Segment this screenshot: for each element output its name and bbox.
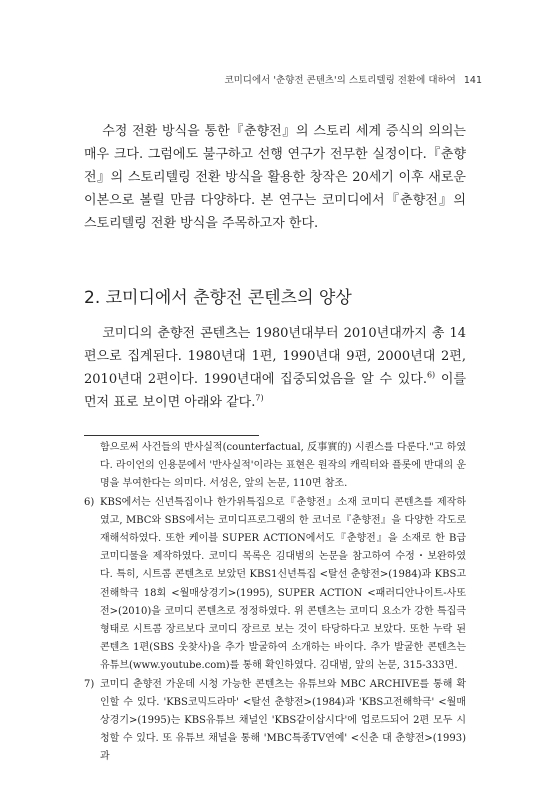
section-paragraph-text: 코미디의 춘향전 콘텐츠는 1980년대부터 2010년대까지 총 14편으로 집계된다. 1980년대 1편, 1990년대 9편, 2000년대 2편, 2010년대 2편이다. 1990년대에 집중되었음을 알 수 있다. — [84, 326, 466, 387]
footnotes — [84, 439, 466, 767]
footnote-ref-6[interactable]: 6) — [426, 370, 436, 380]
section-body — [84, 322, 466, 414]
footnote-7-text: 코미디 춘향전 가운데 시청 가능한 콘텐츠는 유튜브와 MBC ARCHIVE를 통해 확인할 수 있다. 'KBS코믹드라마' <탈선 춘향전>(1984)과 'KBS고전해학극' <월매상경기>(1995)는 KBS유튜브 채널인 'KBS같이삽시다'에 업로드되어 2편 모두 시청할 수 있다. 또 유튜브 채널을 통해 'MBC특종TV연예' <신춘 대 춘향전>(1993)과 — [100, 678, 466, 763]
footnote-divider — [84, 435, 259, 436]
running-title: 코미디에서 '춘향전 콘텐츠'의 스토리텔링 전환에 대하여 — [224, 75, 456, 86]
footnote-7-mark: 7) — [84, 678, 95, 690]
footnote-continuation-text: 함으로써 사건들의 반사실적(counterfactual, 反事實的) 시퀀스를 다룬다."고 하였다. 라이언의 인용문에서 '반사실적'이라는 표현은 원작의 캐릭터와 플롯에 반대의 운명을 부여한다는 의미다. 서성은, 앞의 논문, 110면 참조. — [100, 442, 466, 490]
footnote-6-text: KBS에서는 신년특집이나 한가위특집으로『춘향전』소재 코미디 콘텐츠를 제작하였고, MBC와 SBS에서는 코미디프로그램의 한 코너로『춘향전』을 다양한 각도로 재해석하였다. 또한 케이블 SUPER ACTION에서도『춘향전』을 소재로 한 B급 코미디물을 제작하였다. 코미디 목록은 김대범의 논문을 참고하여 수정・보완하였다. 특히, 시트콤 콘텐츠로 보았던 KBS1신년특집 <탈선 춘향전>(1984)과 KBS고전해학극 18회 <월매상경기>(1995), SUPER ACTION <패러디안나이트-사또전>(2010)을 코미디 콘텐츠로 정정하였다. 위 콘텐츠는 코미디 요소가 강한 특집극 형태로 시트콤 장르보다 코미디 장르로 보는 것이 타당하다고 보았다. 또한 누락 된 콘텐츠 1편(SBS 웃찾사)을 추가 발굴하여 소개하는 바이다. 추가 발굴한 콘텐츠는 유튜브(www.youtube.com)를 통해 확인하였다. 김대범, 앞의 논문, 315-333면. — [100, 496, 466, 672]
footnote-6 — [84, 494, 466, 676]
intro-paragraph: 수정 전환 방식을 통한『춘향전』의 스토리 세계 증식의 의의는 매우 크다. 그럼에도 불구하고 선행 연구가 전무한 실정이다.『춘향전』의 스토리텔링 전환 방식을 활용한 창작은 20세기 이후 새로운 이본으로 볼릴 만큼 다양하다. 본 연구는 코미디에서『춘향전』의 스토리텔링 전환 방식을 주목하고자 한다. — [84, 124, 466, 231]
footnote-6-mark: 6) — [84, 496, 95, 508]
section-paragraph-continuation: 이를 먼저 표로 보이면 아래와 같다. — [84, 372, 467, 410]
section-heading: 2. 코미디에서 춘향전 콘텐츠의 양상 — [84, 288, 352, 308]
footnote-7 — [84, 676, 466, 767]
running-header — [224, 72, 482, 86]
intro-text — [84, 120, 466, 235]
page-number: 141 — [463, 75, 482, 86]
footnote-continuation — [84, 439, 466, 494]
footnote-ref-7[interactable]: 7) — [255, 393, 264, 403]
section-paragraph — [84, 322, 466, 414]
